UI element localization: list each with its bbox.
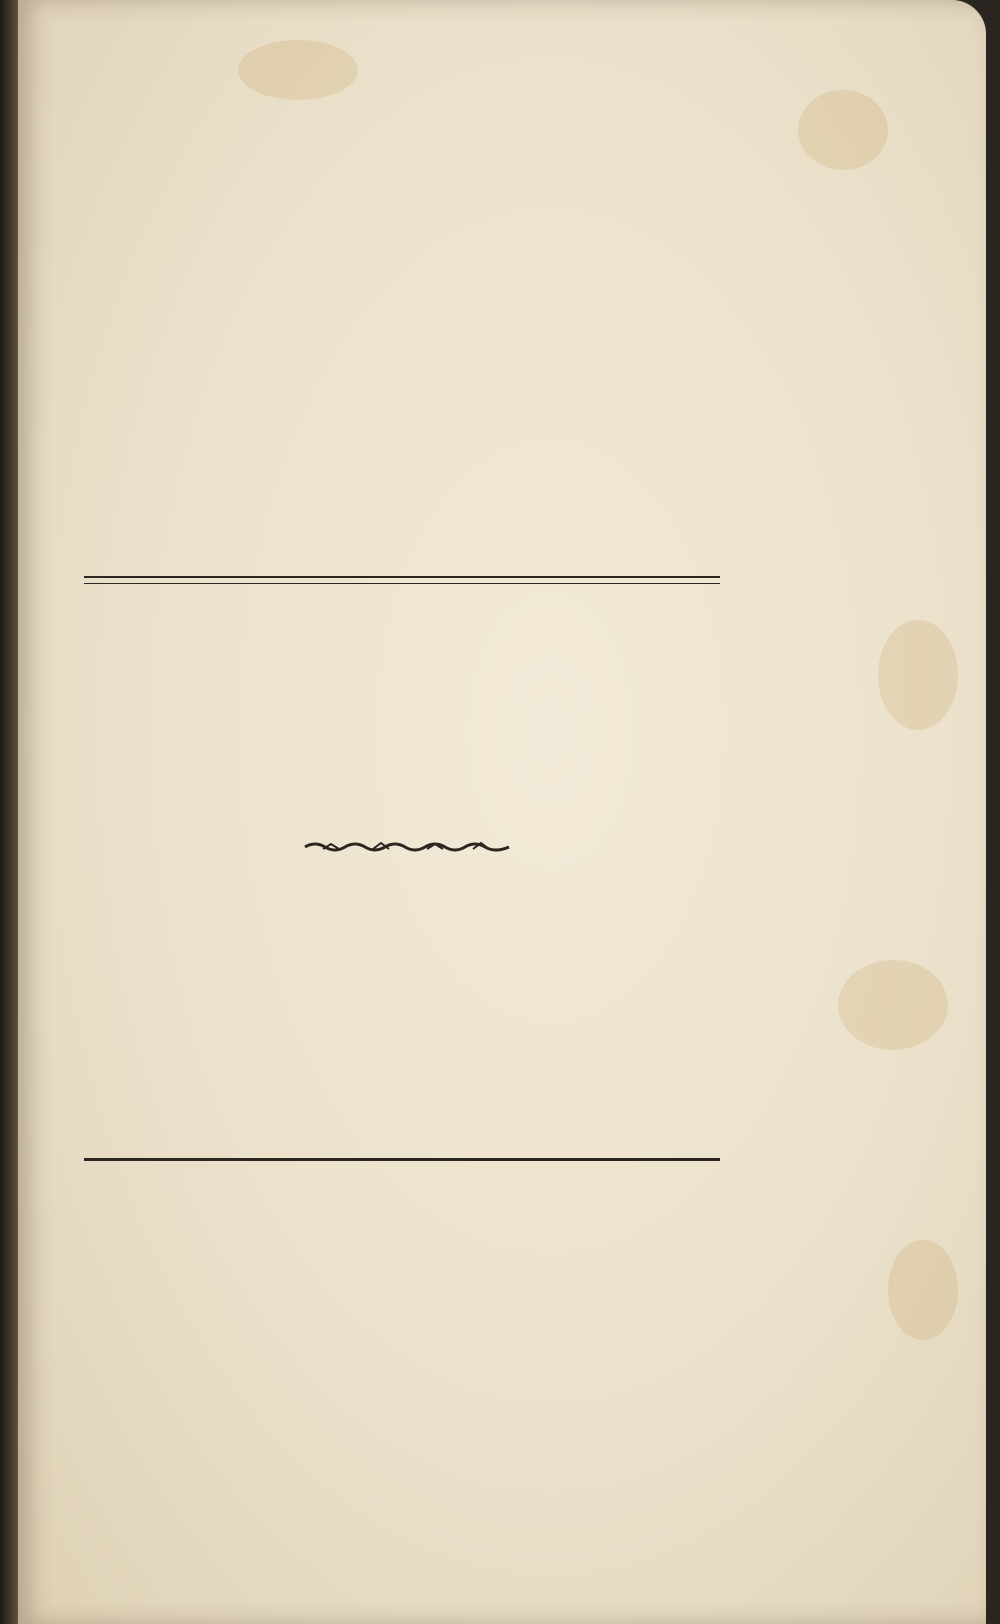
double-rule-bottom	[84, 583, 720, 584]
double-rule-top	[84, 576, 720, 578]
paper-stain	[798, 90, 888, 170]
footnote-rule	[84, 1158, 720, 1161]
paper-stain	[888, 1240, 958, 1340]
paper-stain	[878, 620, 958, 730]
paper-stain	[838, 960, 948, 1050]
ornament-divider	[303, 840, 513, 854]
book-page	[18, 0, 986, 1624]
paper-stain	[238, 40, 358, 100]
